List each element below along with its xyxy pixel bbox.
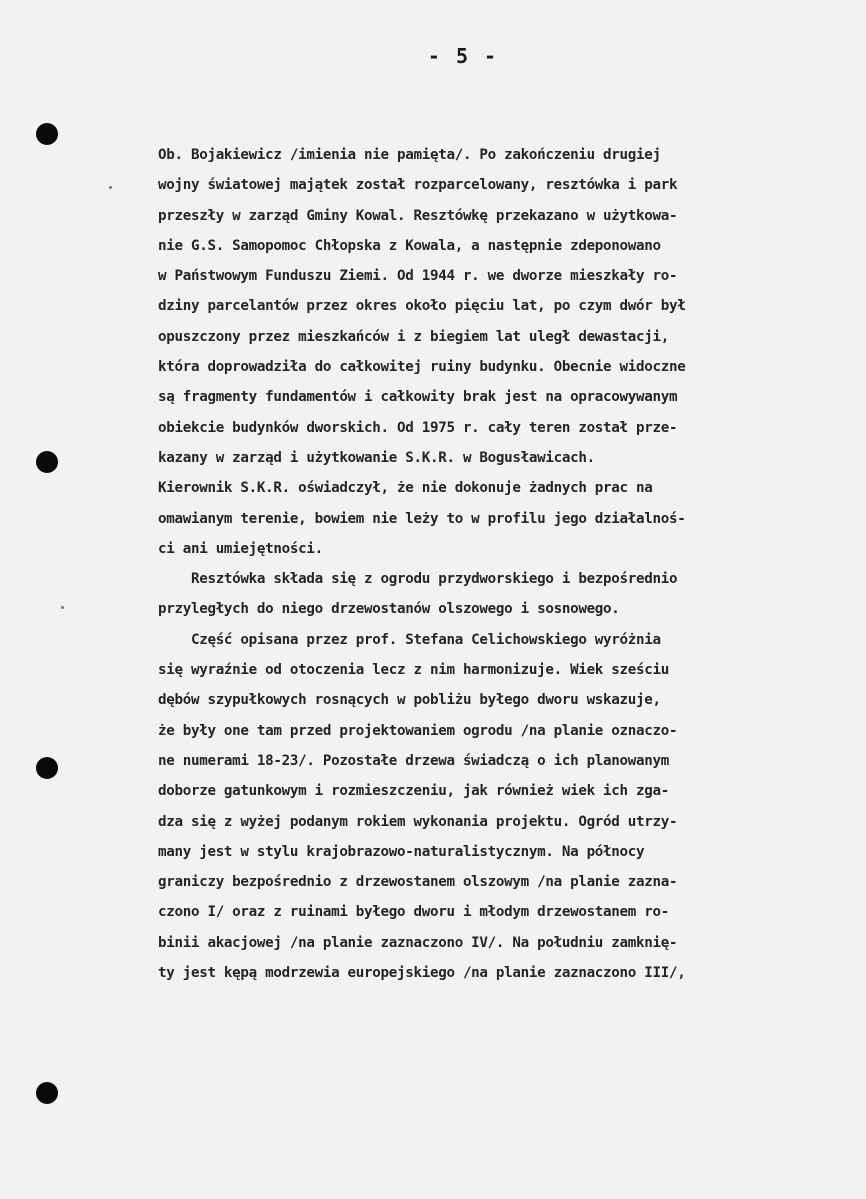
punch-hole [36,1082,58,1104]
text-line: dziny parcelantów przez okres około pięciu lat, po czym dwór był [158,298,686,315]
text-line: nie G.S. Samopomoc Chłopska z Kowala, a następnie zdeponowano [158,237,661,254]
page-number: - 5 - [427,44,499,68]
text-line: obiekcie budynków dworskich. Od 1975 r. cały teren został prze- [158,419,678,436]
text-line: doborze gatunkowym i rozmieszczeniu, jak również wiek ich zga- [158,783,669,800]
text-line: ci ani umiejętności. [158,540,323,557]
text-line: która doprowadziła do całkowitej ruiny budynku. Obecnie widoczne [158,359,686,376]
text-line: się wyraźnie od otoczenia lecz z nim harmonizuje. Wiek sześciu [158,662,669,679]
text-line: w Państwowym Funduszu Ziemi. Od 1944 r. we dworze mieszkały ro- [158,268,678,285]
text-line: przyległych do niego drzewostanów olszowego i sosnowego. [158,601,620,618]
paper-speck [61,606,64,609]
punch-hole [36,757,58,779]
text-line: ne numerami 18-23/. Pozostałe drzewa świadczą o ich planowanym [158,752,669,769]
text-line: kazany w zarząd i użytkowanie S.K.R. w Bogusławicach. [158,449,595,466]
body-text [158,140,848,988]
text-line: dza się z wyżej podanym rokiem wykonania projektu. Ogród utrzy- [158,813,678,830]
text-line: Część opisana przez prof. Stefana Celichowskiego wyróżnia [158,631,661,648]
text-line: many jest w stylu krajobrazowo-naturalistycznym. Na północy [158,843,645,860]
text-line: graniczy bezpośrednio z drzewostanem olszowym /na planie zazna- [158,874,678,891]
text-line: że były one tam przed projektowaniem ogrodu /na planie oznaczo- [158,722,678,739]
text-line: omawianym terenie, bowiem nie leży to w profilu jego działalnoś- [158,510,686,527]
text-line: binii akacjowej /na planie zaznaczono IV/. Na południu zamknię- [158,934,678,951]
text-line: Kierownik S.K.R. oświadczył, że nie dokonuje żadnych prac na [158,480,653,497]
text-line: opuszczony przez mieszkańców i z biegiem lat uległ dewastacji, [158,328,669,345]
text-line: dębów szypułkowych rosnących w pobliżu byłego dworu wskazuje, [158,692,661,709]
text-line: Ob. Bojakiewicz /imienia nie pamięta/. Po zakończeniu drugiej [158,147,661,163]
punch-hole [36,451,58,473]
punch-hole [36,123,58,145]
text-line: wojny światowej majątek został rozparcelowany, resztówka i park [158,177,678,194]
text-line: przeszły w zarząd Gminy Kowal. Resztówkę przekazano w użytkowa- [158,207,678,224]
text-line: ty jest kępą modrzewia europejskiego /na planie zaznaczono III/, [158,965,686,982]
text-line: są fragmenty fundamentów i całkowity brak jest na opracowywanym [158,389,678,406]
text-line: Resztówka składa się z ogrodu przydworskiego i bezpośrednio [158,571,678,588]
paper-speck [109,186,112,189]
text-line: czono I/ oraz z ruinami byłego dworu i młodym drzewostanem ro- [158,904,669,921]
